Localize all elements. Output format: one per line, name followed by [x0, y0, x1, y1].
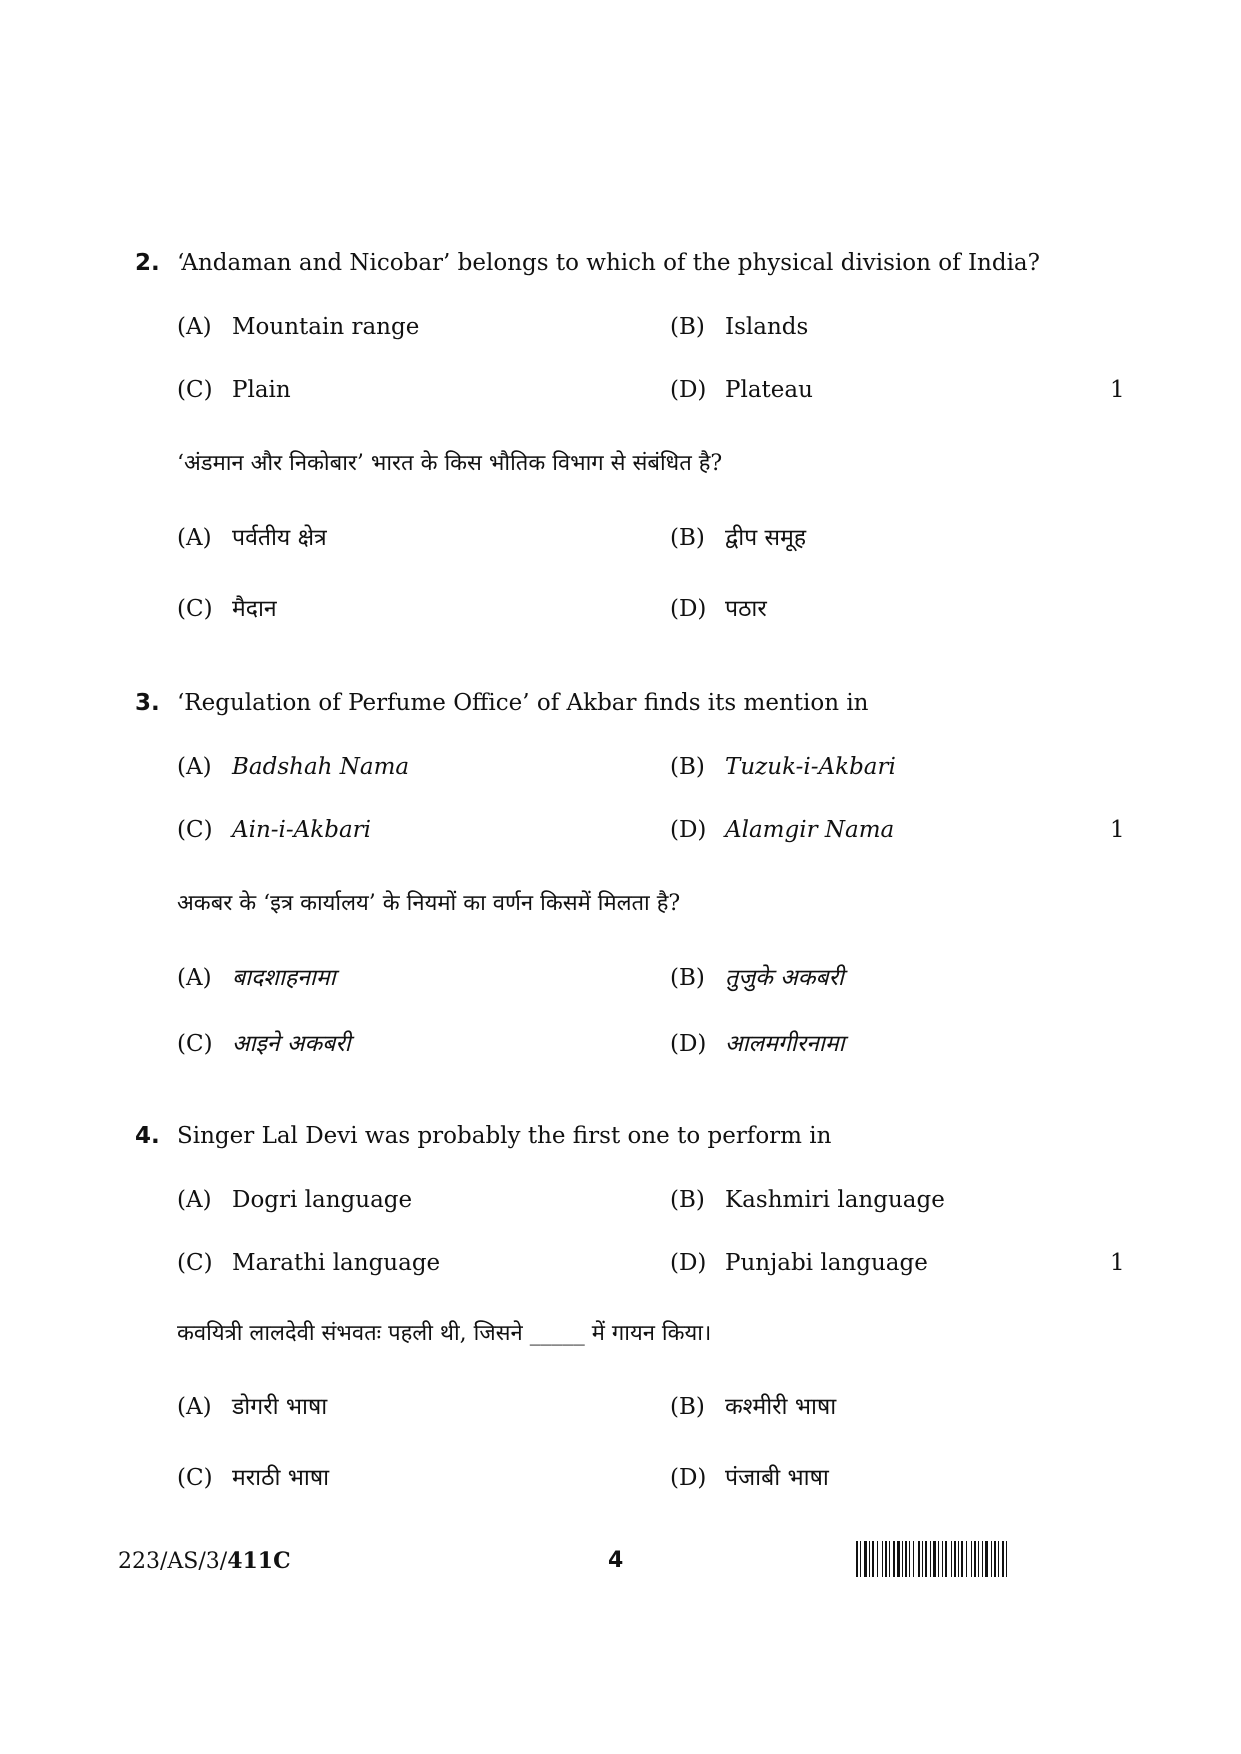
- option-hi-b: (B) तुजुके अकबरी: [670, 965, 844, 991]
- option-hi-d: (D) आलमगीरनामा: [670, 1031, 845, 1057]
- question-number: 3.: [135, 690, 160, 716]
- option-hi-a: (A) डोगरी भाषा: [177, 1394, 328, 1420]
- option-hi-d: (D) पंजाबी भाषा: [670, 1465, 829, 1491]
- option-en-d: (D) Plateau: [670, 377, 813, 403]
- marks: 1: [1110, 377, 1125, 403]
- option-hi-b: (B) द्वीप समूह: [670, 525, 807, 551]
- option-en-a: (A) Dogri language: [177, 1187, 413, 1213]
- option-en-b: (B) Tuzuk-i-Akbari: [670, 754, 896, 780]
- option-en-b: (B) Kashmiri language: [670, 1187, 945, 1213]
- marks: 1: [1110, 817, 1125, 843]
- question-text-en: ‘Regulation of Perfume Office’ of Akbar finds its mention in: [177, 690, 869, 716]
- option-en-a: (A) Mountain range: [177, 314, 420, 340]
- barcode-icon: [856, 1541, 1114, 1577]
- question-text-en: ‘Andaman and Nicobar’ belongs to which of the physical division of India?: [177, 250, 1040, 276]
- question-number: 4.: [135, 1123, 160, 1149]
- question-text-en: Singer Lal Devi was probably the first one to perform in: [177, 1123, 832, 1149]
- option-hi-b: (B) कश्मीरी भाषा: [670, 1394, 837, 1420]
- option-en-c: (C) Plain: [177, 377, 291, 403]
- question-number: 2.: [135, 250, 160, 276]
- option-en-c: (C) Marathi language: [177, 1250, 441, 1276]
- marks: 1: [1110, 1250, 1125, 1276]
- option-en-a: (A) Badshah Nama: [177, 754, 410, 780]
- option-en-d: (D) Alamgir Nama: [670, 817, 895, 843]
- option-en-b: (B) Islands: [670, 314, 809, 340]
- page-number: 4: [608, 1548, 624, 1573]
- option-en-c: (C) Ain-i-Akbari: [177, 817, 372, 843]
- question-text-hi: ‘अंडमान और निकोबार’ भारत के किस भौतिक विभाग से संबंधित है?: [177, 451, 723, 476]
- option-hi-a: (A) बादशाहनामा: [177, 965, 336, 991]
- option-hi-a: (A) पर्वतीय क्षेत्र: [177, 525, 327, 551]
- option-hi-d: (D) पठार: [670, 596, 767, 622]
- question-text-hi: कवयित्री लालदेवी संभवतः पहली थी, जिसने _____ में गायन किया।: [177, 1321, 712, 1346]
- option-hi-c: (C) मराठी भाषा: [177, 1465, 330, 1491]
- option-hi-c: (C) मैदान: [177, 596, 277, 622]
- question-text-hi: अकबर के ‘इत्र कार्यालय’ के नियमों का वर्णन किसमें मिलता है?: [177, 891, 681, 916]
- option-en-d: (D) Punjabi language: [670, 1250, 928, 1276]
- option-hi-c: (C) आइने अकबरी: [177, 1031, 351, 1057]
- paper-code: 223/AS/3/411C: [118, 1548, 291, 1574]
